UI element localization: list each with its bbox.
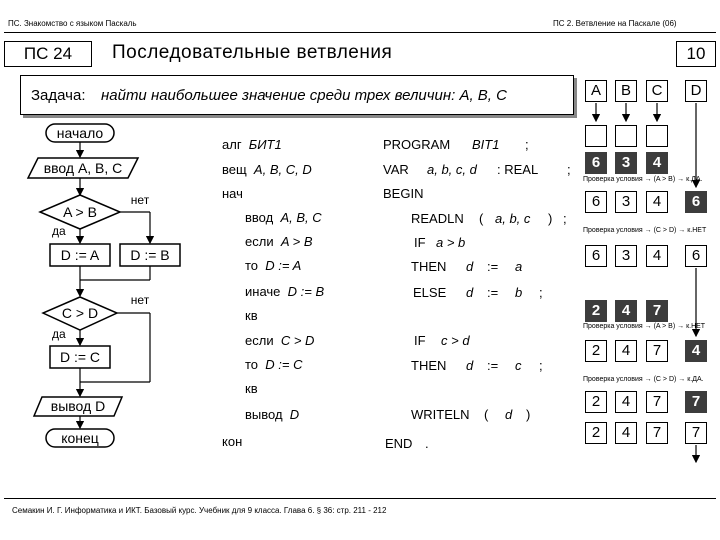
pascal-paren: ) <box>526 407 531 422</box>
trace-cell: 7 <box>685 422 707 444</box>
pascal-semicolon: ; <box>567 162 571 177</box>
trace-cell: 4 <box>615 391 637 413</box>
trace-cell: 7 <box>646 300 668 322</box>
assign-d-a-label: D := A <box>60 247 100 263</box>
pascal-readln-kw: READLN <box>411 211 464 226</box>
pascal-if-cond: a > b <box>436 235 466 250</box>
pascal-paren: ( <box>479 211 484 226</box>
trace-check-note: Проверка условия → (A > B) → к.НЕТ <box>583 323 706 330</box>
pascal-paren: ) <box>548 211 553 226</box>
pascal-var-type: : REAL <box>497 162 539 177</box>
trace-cell: 3 <box>615 152 637 174</box>
assign-d-b-label: D := B <box>130 247 170 263</box>
trace-cell: 4 <box>646 245 668 267</box>
end-label: конец <box>61 430 99 446</box>
pascal-assign-op: := <box>487 358 499 373</box>
trace-header-c: C <box>646 80 668 102</box>
pascal-readln-args: a, b, c <box>495 211 531 226</box>
slide-number: 10 <box>686 44 706 63</box>
trace-cell: 7 <box>646 340 668 362</box>
pascal-else-kw: ELSE <box>413 285 447 300</box>
trace-cell: 6 <box>585 152 607 174</box>
trace-cell: 4 <box>615 422 637 444</box>
alg-rest: БИТ1 <box>248 137 282 152</box>
alg-kw: иначе <box>245 284 281 299</box>
alg-kw: кв <box>245 308 258 323</box>
alg-kw: если <box>245 333 274 348</box>
pascal-semicolon: ; <box>525 137 529 152</box>
alg-kw: то <box>245 258 259 273</box>
trace-cell: 2 <box>585 391 607 413</box>
pascal-else-val: b <box>515 285 523 300</box>
trace-cell: 2 <box>585 300 607 322</box>
trace-check-note: Проверка условия → (C > D) → к.НЕТ <box>583 227 707 234</box>
alg-rest: A, B, C <box>280 210 322 225</box>
pascal-if-cond: c > d <box>441 333 470 348</box>
condition-1-yes-label: да <box>52 224 66 238</box>
pascal-then-val: a <box>515 259 523 274</box>
pascal-then-var: d <box>466 259 474 274</box>
trace-cell: 4 <box>646 191 668 213</box>
pascal-semicolon: ; <box>539 358 543 373</box>
trace-header-d: D <box>685 80 707 102</box>
alg-kw: если <box>245 234 274 249</box>
trace-check-note: Проверка условия → (C > D) → к.ДА. <box>583 376 704 383</box>
alg-rest: A, B, C, D <box>253 162 312 177</box>
alg-kw: вещ <box>222 162 247 177</box>
pascal-paren: ( <box>484 407 489 422</box>
pascal-assign-op: := <box>487 259 499 274</box>
alg-rest: C > D <box>280 333 315 348</box>
header-right: ПС 2. Ветвление на Паскале (06) <box>553 19 677 28</box>
alg-kw: алг <box>222 137 242 152</box>
footer-divider <box>4 498 716 499</box>
condition-2-no-label: нет <box>130 293 150 307</box>
pascal-semicolon: ; <box>563 211 567 226</box>
start-label: начало <box>56 125 104 141</box>
pascal-then-var: d <box>466 358 474 373</box>
trace-cell: 4 <box>615 340 637 362</box>
trace-check-note: Проверка условия → (A > B) → к.ДА. <box>583 176 703 183</box>
pascal-semicolon: ; <box>539 285 543 300</box>
trace-cell: 3 <box>615 245 637 267</box>
input-label: ввод A, B, C <box>43 160 123 176</box>
header-left: ПС. Знакомство с языком Паскаль <box>8 19 137 28</box>
pascal-if-kw: IF <box>414 235 426 250</box>
alg-kw: нач <box>222 186 243 201</box>
pascal-program-kw: PROGRAM <box>383 137 451 152</box>
trace-cell: 6 <box>685 245 707 267</box>
trace-cell: 6 <box>585 245 607 267</box>
trace-cell: 6 <box>585 191 607 213</box>
trace-cell: 7 <box>646 422 668 444</box>
alg-rest: D := A <box>265 258 302 273</box>
alg-kw: вывод <box>245 407 283 422</box>
pascal-begin-kw: BEGIN <box>383 186 424 201</box>
output-label: вывод D <box>50 398 106 414</box>
pascal-var-list: a, b, c, d <box>427 162 477 177</box>
alg-kw: кв <box>245 381 258 396</box>
condition-1-label: A > B <box>63 204 97 220</box>
alg-kw: ввод <box>245 210 274 225</box>
alg-rest: D := B <box>287 284 325 299</box>
pascal-then-val: c <box>515 358 522 373</box>
slide-code: ПС 24 <box>23 44 73 63</box>
trace-cell: 4 <box>615 300 637 322</box>
alg-rest: A > B <box>280 234 313 249</box>
pascal-writeln-kw: WRITELN <box>411 407 470 422</box>
trace-cell: 6 <box>685 191 707 213</box>
pascal-if-kw: IF <box>414 333 426 348</box>
alg-kw: то <box>245 357 259 372</box>
task-label: Задача: <box>31 87 86 104</box>
alg-rest: D := C <box>265 357 303 372</box>
condition-2-yes-label: да <box>52 327 66 341</box>
pascal-else-var: d <box>466 285 474 300</box>
assign-d-c-label: D := C <box>59 349 101 365</box>
trace-cell: 4 <box>646 152 668 174</box>
trace-cell: 4 <box>685 340 707 362</box>
task-text: найти наибольшее значение среди трех величин: A, B, C <box>101 87 507 104</box>
trace-cell: 2 <box>585 340 607 362</box>
trace-cell: 7 <box>646 391 668 413</box>
pascal-end-kw: END <box>385 436 413 451</box>
pascal-program-name: BIT1 <box>472 137 500 152</box>
pascal-assign-op: := <box>487 285 499 300</box>
pascal-writeln-arg: d <box>505 407 513 422</box>
trace-cell: 2 <box>585 422 607 444</box>
alg-rest: D <box>289 407 300 422</box>
footer-citation: Семакин И. Г. Информатика и ИКТ. Базовый курс. Учебник для 9 класса. Глава 6. § 36: стр. 211 - 212 <box>12 506 387 515</box>
pascal-then-kw: THEN <box>411 259 447 274</box>
condition-1-no-label: нет <box>130 193 150 207</box>
alg-kw: кон <box>222 434 243 449</box>
trace-header-b: B <box>615 80 637 102</box>
trace-cell: 7 <box>685 391 707 413</box>
page-title: Последовательные ветвления <box>112 42 393 63</box>
pascal-then-kw: THEN <box>411 358 447 373</box>
condition-2-label: C > D <box>61 305 99 321</box>
trace-header-a: A <box>585 80 607 102</box>
pascal-end-dot: . <box>425 436 429 451</box>
pascal-var-kw: VAR <box>383 162 409 177</box>
trace-cell: 3 <box>615 191 637 213</box>
